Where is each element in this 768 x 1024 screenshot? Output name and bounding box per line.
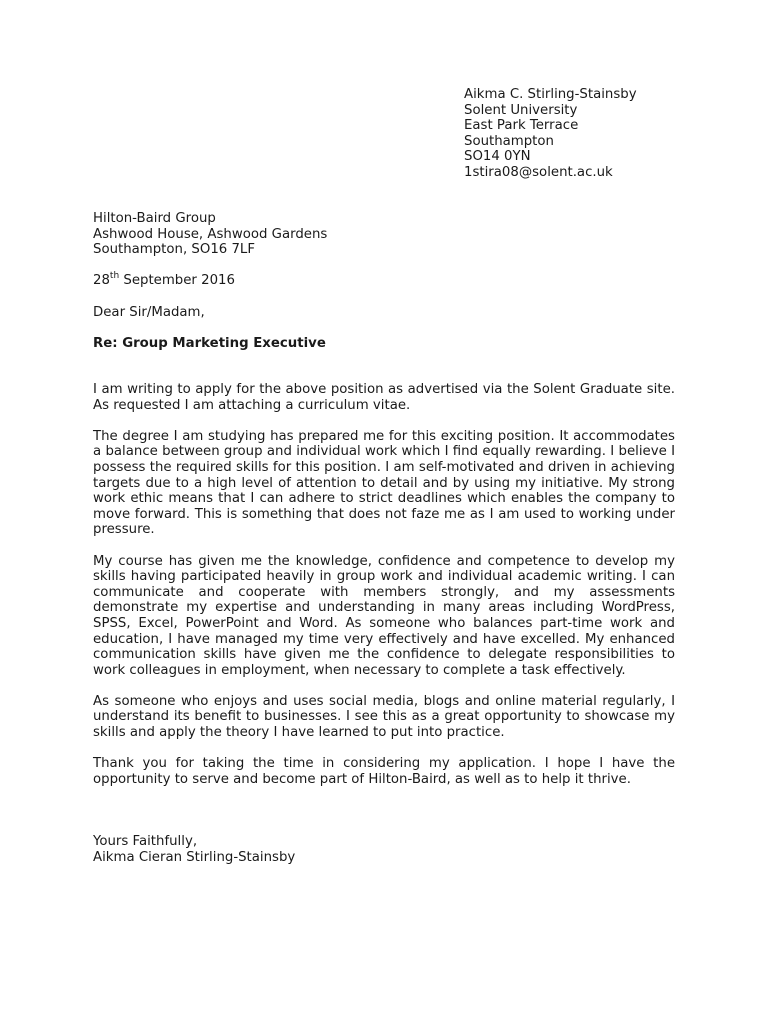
paragraph-course: My course has given me the knowledge, confidence and competence to develop my skills having participated heavily in group work and individual academic writing. I can communicate and cooperate with members strongly, and my assessments demonstrate my expertise and understanding in many areas including WordPress, SPSS, Excel, PowerPoint and Word. As someone who balances part-time work and education, I have managed my time very effectively and have excelled. My enhanced communication skills have given me the confidence to delegate responsibilities to work colleagues in employment, when necessary to complete a task effectively.	[93, 553, 675, 678]
sender-institution: Solent University	[464, 102, 578, 118]
paragraph-degree: The degree I am studying has prepared me for this exciting position. It accommodates a balance between group and individual work which I find equally rewarding. I believe I possess the required skills for this position. I am self-motivated and driven in achieving targets due to a high level of attention to detail and by using my initiative. My strong work ethic means that I can adhere to strict deadlines which enables the company to move forward. This is something that does not faze me as I am used to working under pressure.	[93, 428, 675, 538]
recipient-address: Ashwood House, Ashwood Gardens	[93, 226, 328, 242]
sender-email: 1stira08@solent.ac.uk	[464, 164, 613, 180]
sender-street: East Park Terrace	[464, 118, 579, 134]
sender-address-block	[464, 87, 754, 181]
signature-name: Aikma Cieran Stirling-Stainsby	[93, 849, 296, 865]
paragraph-thank-you: Thank you for taking the time in considering my application. I hope I have the opportunity to serve and become part of Hilton-Baird, as well as to help it thrive.	[93, 756, 675, 787]
letter-body	[93, 382, 675, 803]
date-day: 28	[93, 273, 110, 288]
closing-signoff: Yours Faithfully,	[93, 834, 198, 849]
paragraph-introduction: I am writing to apply for the above position as advertised via the Solent Graduate site. As requested I am attaching a curriculum vitae.	[93, 382, 675, 413]
sender-city: Southampton	[464, 133, 554, 149]
letter-date	[93, 270, 235, 289]
closing-block	[93, 834, 593, 865]
sender-name: Aikma C. Stirling-Stainsby	[464, 87, 637, 102]
recipient-company: Hilton-Baird Group	[93, 211, 216, 226]
date-ordinal: th	[109, 270, 120, 281]
recipient-address-block	[93, 211, 693, 258]
paragraph-social-media: As someone who enjoys and uses social media, blogs and online material regularly, I understand its benefit to businesses. I see this as a great opportunity to showcase my skills and apply the theory I have learned to put into practice.	[93, 693, 675, 741]
recipient-city-postcode: Southampton, SO16 7LF	[93, 242, 255, 258]
sender-postcode: SO14 0YN	[464, 149, 531, 165]
subject-line: Re: Group Marketing Executive	[93, 336, 326, 351]
date-month-year: September 2016	[119, 273, 235, 288]
salutation: Dear Sir/Madam,	[93, 305, 205, 320]
